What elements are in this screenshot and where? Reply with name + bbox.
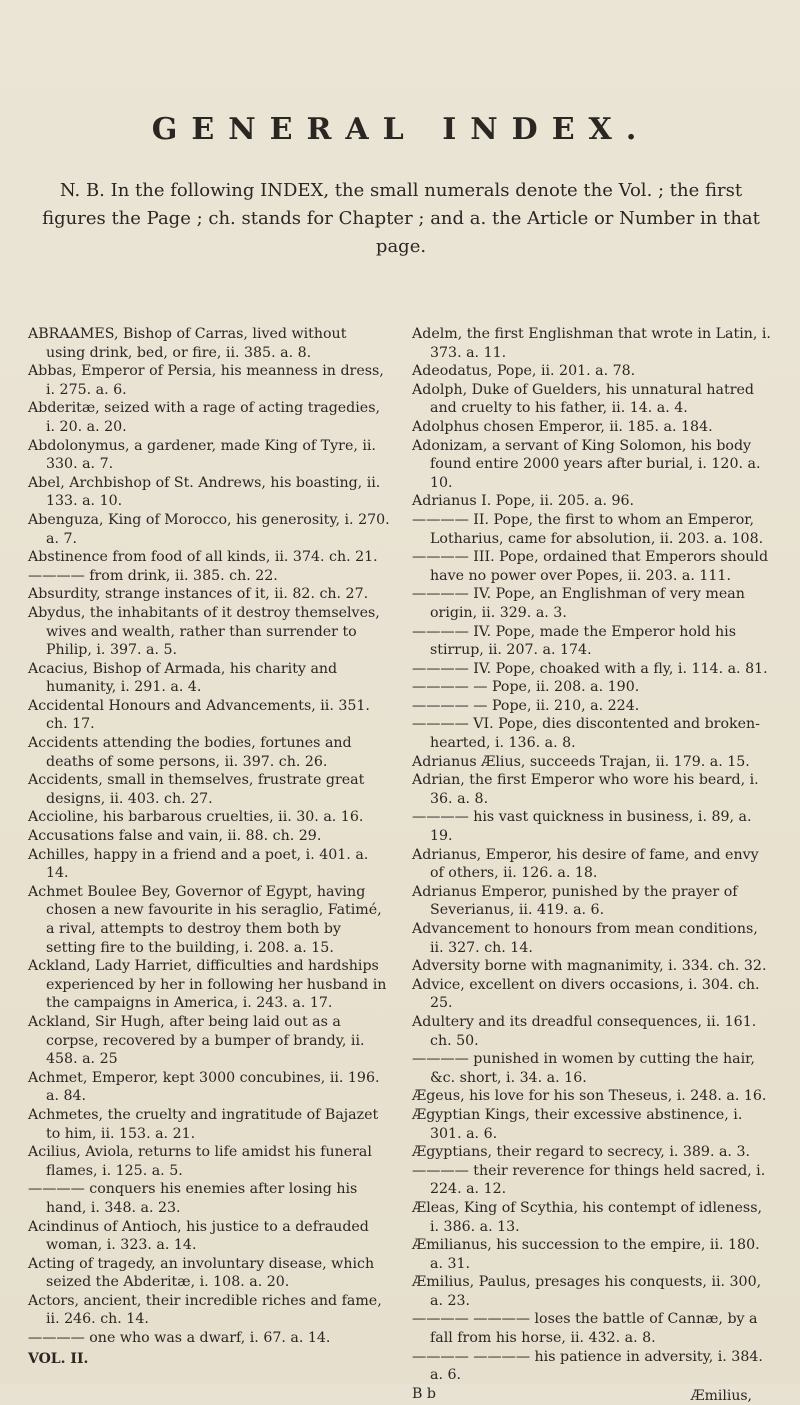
index-entry: Achmet, Emperor, kept 3000 concubines, ii. 196. a. 84. bbox=[28, 1069, 380, 1105]
index-entry: Actors, ancient, their incredible riches and fame, ii. 246. ch. 14. bbox=[28, 1292, 382, 1328]
index-entry: Absurdity, strange instances of it, ii. 82. ch. 27. bbox=[28, 586, 369, 603]
index-entry: Adversity borne with magnanimity, i. 334. ch. 32. bbox=[412, 958, 767, 975]
index-entry: Æmilius, Paulus, presages his conquests, ii. 300, a. 23. bbox=[412, 1274, 762, 1309]
index-entry: Adolph, Duke of Guelders, his unnatural hatred and cruelty to his father, ii. 14. a. 4. bbox=[412, 381, 754, 417]
index-entry: Abydus, the inhabitants of it destroy themselves, wives and wealth, rather than surrender to Philip, i. 397. a. 5. bbox=[28, 604, 380, 659]
index-entry: ———— IV. Pope, made the Emperor hold his stirrup, ii. 207. a. 174. bbox=[412, 623, 736, 659]
index-entry: Advancement to honours from mean conditions, ii. 327. ch. 14. bbox=[412, 921, 758, 956]
index-entry: Æmilianus, his succession to the empire, ii. 180. a. 31. bbox=[412, 1237, 760, 1272]
index-entry: ———— — Pope, ii. 210, a. 224. bbox=[412, 697, 640, 714]
index-entry: Advice, excellent on divers occasions, i. 304. ch. 25. bbox=[412, 976, 760, 1012]
index-note: N. B. In the following INDEX, the small numerals denote the Vol. ; the first figures the Page ; ch. stands for Chapter ; and a. the Article or Number in that page. bbox=[42, 180, 760, 257]
index-entry: Accidents attending the bodies, fortunes and deaths of some persons, ii. 397. ch. 26. bbox=[28, 735, 352, 770]
index-entry: Ægyptian Kings, their excessive abstinence, i. 301. a. 6. bbox=[412, 1106, 743, 1142]
index-entry: Achmetes, the cruelty and ingratitude of Bajazet to him, ii. 153. a. 21. bbox=[28, 1106, 379, 1142]
index-entry: Accidental Honours and Advancements, ii. 351. ch. 17. bbox=[28, 697, 370, 733]
index-entry: ABRAAMES, Bishop of Carras, lived without using drink, bed, or fire, ii. 385. a. 8. bbox=[28, 326, 347, 361]
right-column bbox=[412, 325, 774, 1405]
index-entry: Accusations false and vain, ii. 88. ch. 29. bbox=[28, 828, 322, 845]
index-entry: Accidents, small in themselves, frustrate great designs, ii. 403. ch. 27. bbox=[28, 772, 365, 807]
index-entry: Achmet Boulee Bey, Governor of Egypt, having chosen a new favourite in his seraglio, Fatimé, a rival, attempts to destroy them both by setting fire to the building, i. 208. a. 15. bbox=[28, 883, 382, 956]
index-entry: Achilles, happy in a friend and a poet, i. 401. a. 14. bbox=[28, 846, 369, 882]
index-entry: Adrian, the first Emperor who wore his beard, i. 36. a. 8. bbox=[412, 772, 759, 807]
index-entry: Adrianus, Emperor, his desire of fame, and envy of others, ii. 126. a. 18. bbox=[412, 846, 759, 882]
index-entry: ———— their reverence for things held sacred, i. 224. a. 12. bbox=[412, 1162, 766, 1198]
index-columns bbox=[28, 325, 774, 1405]
index-entry: Ægyptians, their regard to secrecy, i. 389. a. 3. bbox=[412, 1144, 750, 1161]
catchword: Æmilius, bbox=[690, 1387, 752, 1404]
index-entry: Acindinus of Antioch, his justice to a defrauded woman, i. 323. a. 14. bbox=[28, 1218, 369, 1254]
index-entry: Abbas, Emperor of Persia, his meanness in dress, i. 275. a. 6. bbox=[28, 363, 384, 398]
index-entry: ———— punished in women by cutting the hair, &c. short, i. 34. a. 16. bbox=[412, 1051, 755, 1086]
index-entry: ———— III. Pope, ordained that Emperors should have no power over Popes, ii. 203. a. 111. bbox=[412, 549, 769, 584]
index-entry: ———— IV. Pope, an Englishman of very mean origin, ii. 329. a. 3. bbox=[412, 586, 745, 621]
index-entry: Adonizam, a servant of King Solomon, his body found entire 2000 years after burial, i. 120. a. 10. bbox=[412, 437, 761, 491]
index-entry: Adrianus Ælius, succeeds Trajan, ii. 179. a. 15. bbox=[412, 753, 750, 770]
index-entry: ———— one who was a dwarf, i. 67. a. 14. bbox=[28, 1330, 331, 1347]
signature-letters: B b bbox=[412, 1385, 437, 1402]
index-entry: ———— his vast quickness in business, i. 89, a. 19. bbox=[412, 809, 752, 845]
index-entry: Acacius, Bishop of Armada, his charity and humanity, i. 291. a. 4. bbox=[28, 660, 338, 696]
index-entry: ———— ———— his patience in adversity, i. 384. a. 6. bbox=[412, 1348, 763, 1384]
index-entry: Ægeus, his love for his son Theseus, i. 248. a. 16. bbox=[412, 1088, 767, 1105]
index-entry: Abdolonymus, a gardener, made King of Tyre, ii. 330. a. 7. bbox=[28, 437, 376, 473]
index-entry: ———— II. Pope, the first to whom an Emperor, Lotharius, came for absolution, ii. 203. a. 108. bbox=[412, 511, 764, 547]
index-entry: ———— ———— loses the battle of Cannæ, by a fall from his horse, ii. 432. a. 8. bbox=[412, 1311, 758, 1347]
index-entry: Abderitæ, seized with a rage of acting tragedies, i. 20. a. 20. bbox=[28, 400, 380, 435]
index-entry: Adelm, the first Englishman that wrote in Latin, i. 373. a. 11. bbox=[412, 326, 771, 361]
index-entry: Adrianus Emperor, punished by the prayer of Severianus, ii. 419. a. 6. bbox=[412, 883, 738, 919]
index-entry: Abstinence from food of all kinds, ii. 374. ch. 21. bbox=[28, 549, 378, 566]
index-entry: Accioline, his barbarous cruelties, ii. 30. a. 16. bbox=[28, 809, 364, 826]
index-entry: Adeodatus, Pope, ii. 201. a. 78. bbox=[412, 363, 636, 380]
index-entry: Ackland, Sir Hugh, after being laid out as a corpse, recovered by a bumper of brandy, ii. 458. a. 25 bbox=[28, 1013, 365, 1068]
signature-mark: VOL. II. bbox=[28, 1350, 89, 1367]
left-column bbox=[28, 325, 390, 1405]
index-entry: Ackland, Lady Harriet, difficulties and hardships experienced by her in following her husband in the campaigns in America, i. 243. a. 17. bbox=[28, 958, 387, 1012]
index-entry: Adolphus chosen Emperor, ii. 185. a. 184. bbox=[412, 418, 713, 435]
index-entry: Adrianus I. Pope, ii. 205. a. 96. bbox=[412, 493, 635, 510]
index-entry: Æleas, King of Scythia, his contempt of idleness, i. 386. a. 13. bbox=[412, 1199, 762, 1235]
index-entry: Acting of tragedy, an involuntary disease, which seized the Abderitæ, i. 108. a. 20. bbox=[28, 1255, 375, 1291]
index-entry: ———— from drink, ii. 385. ch. 22. bbox=[28, 567, 278, 584]
index-entry: ———— VI. Pope, dies discontented and broken-hearted, i. 136. a. 8. bbox=[412, 716, 760, 752]
index-entry: ———— IV. Pope, choaked with a fly, i. 114. a. 81. bbox=[412, 660, 768, 677]
page-title: GENERAL INDEX. bbox=[151, 112, 651, 147]
index-entry: ———— — Pope, ii. 208. a. 190. bbox=[412, 679, 640, 696]
index-entry: Acilius, Aviola, returns to life amidst his funeral flames, i. 125. a. 5. bbox=[28, 1144, 372, 1179]
index-entry: Abenguza, King of Morocco, his generosity, i. 270. a. 7. bbox=[28, 511, 390, 547]
index-entry: Abel, Archbishop of St. Andrews, his boasting, ii. 133. a. 10. bbox=[28, 474, 381, 510]
right-footer-row bbox=[412, 1385, 774, 1405]
index-entry: ———— conquers his enemies after losing his hand, i. 348. a. 23. bbox=[28, 1181, 358, 1216]
index-entry: Adultery and its dreadful consequences, ii. 161. ch. 50. bbox=[412, 1013, 757, 1049]
